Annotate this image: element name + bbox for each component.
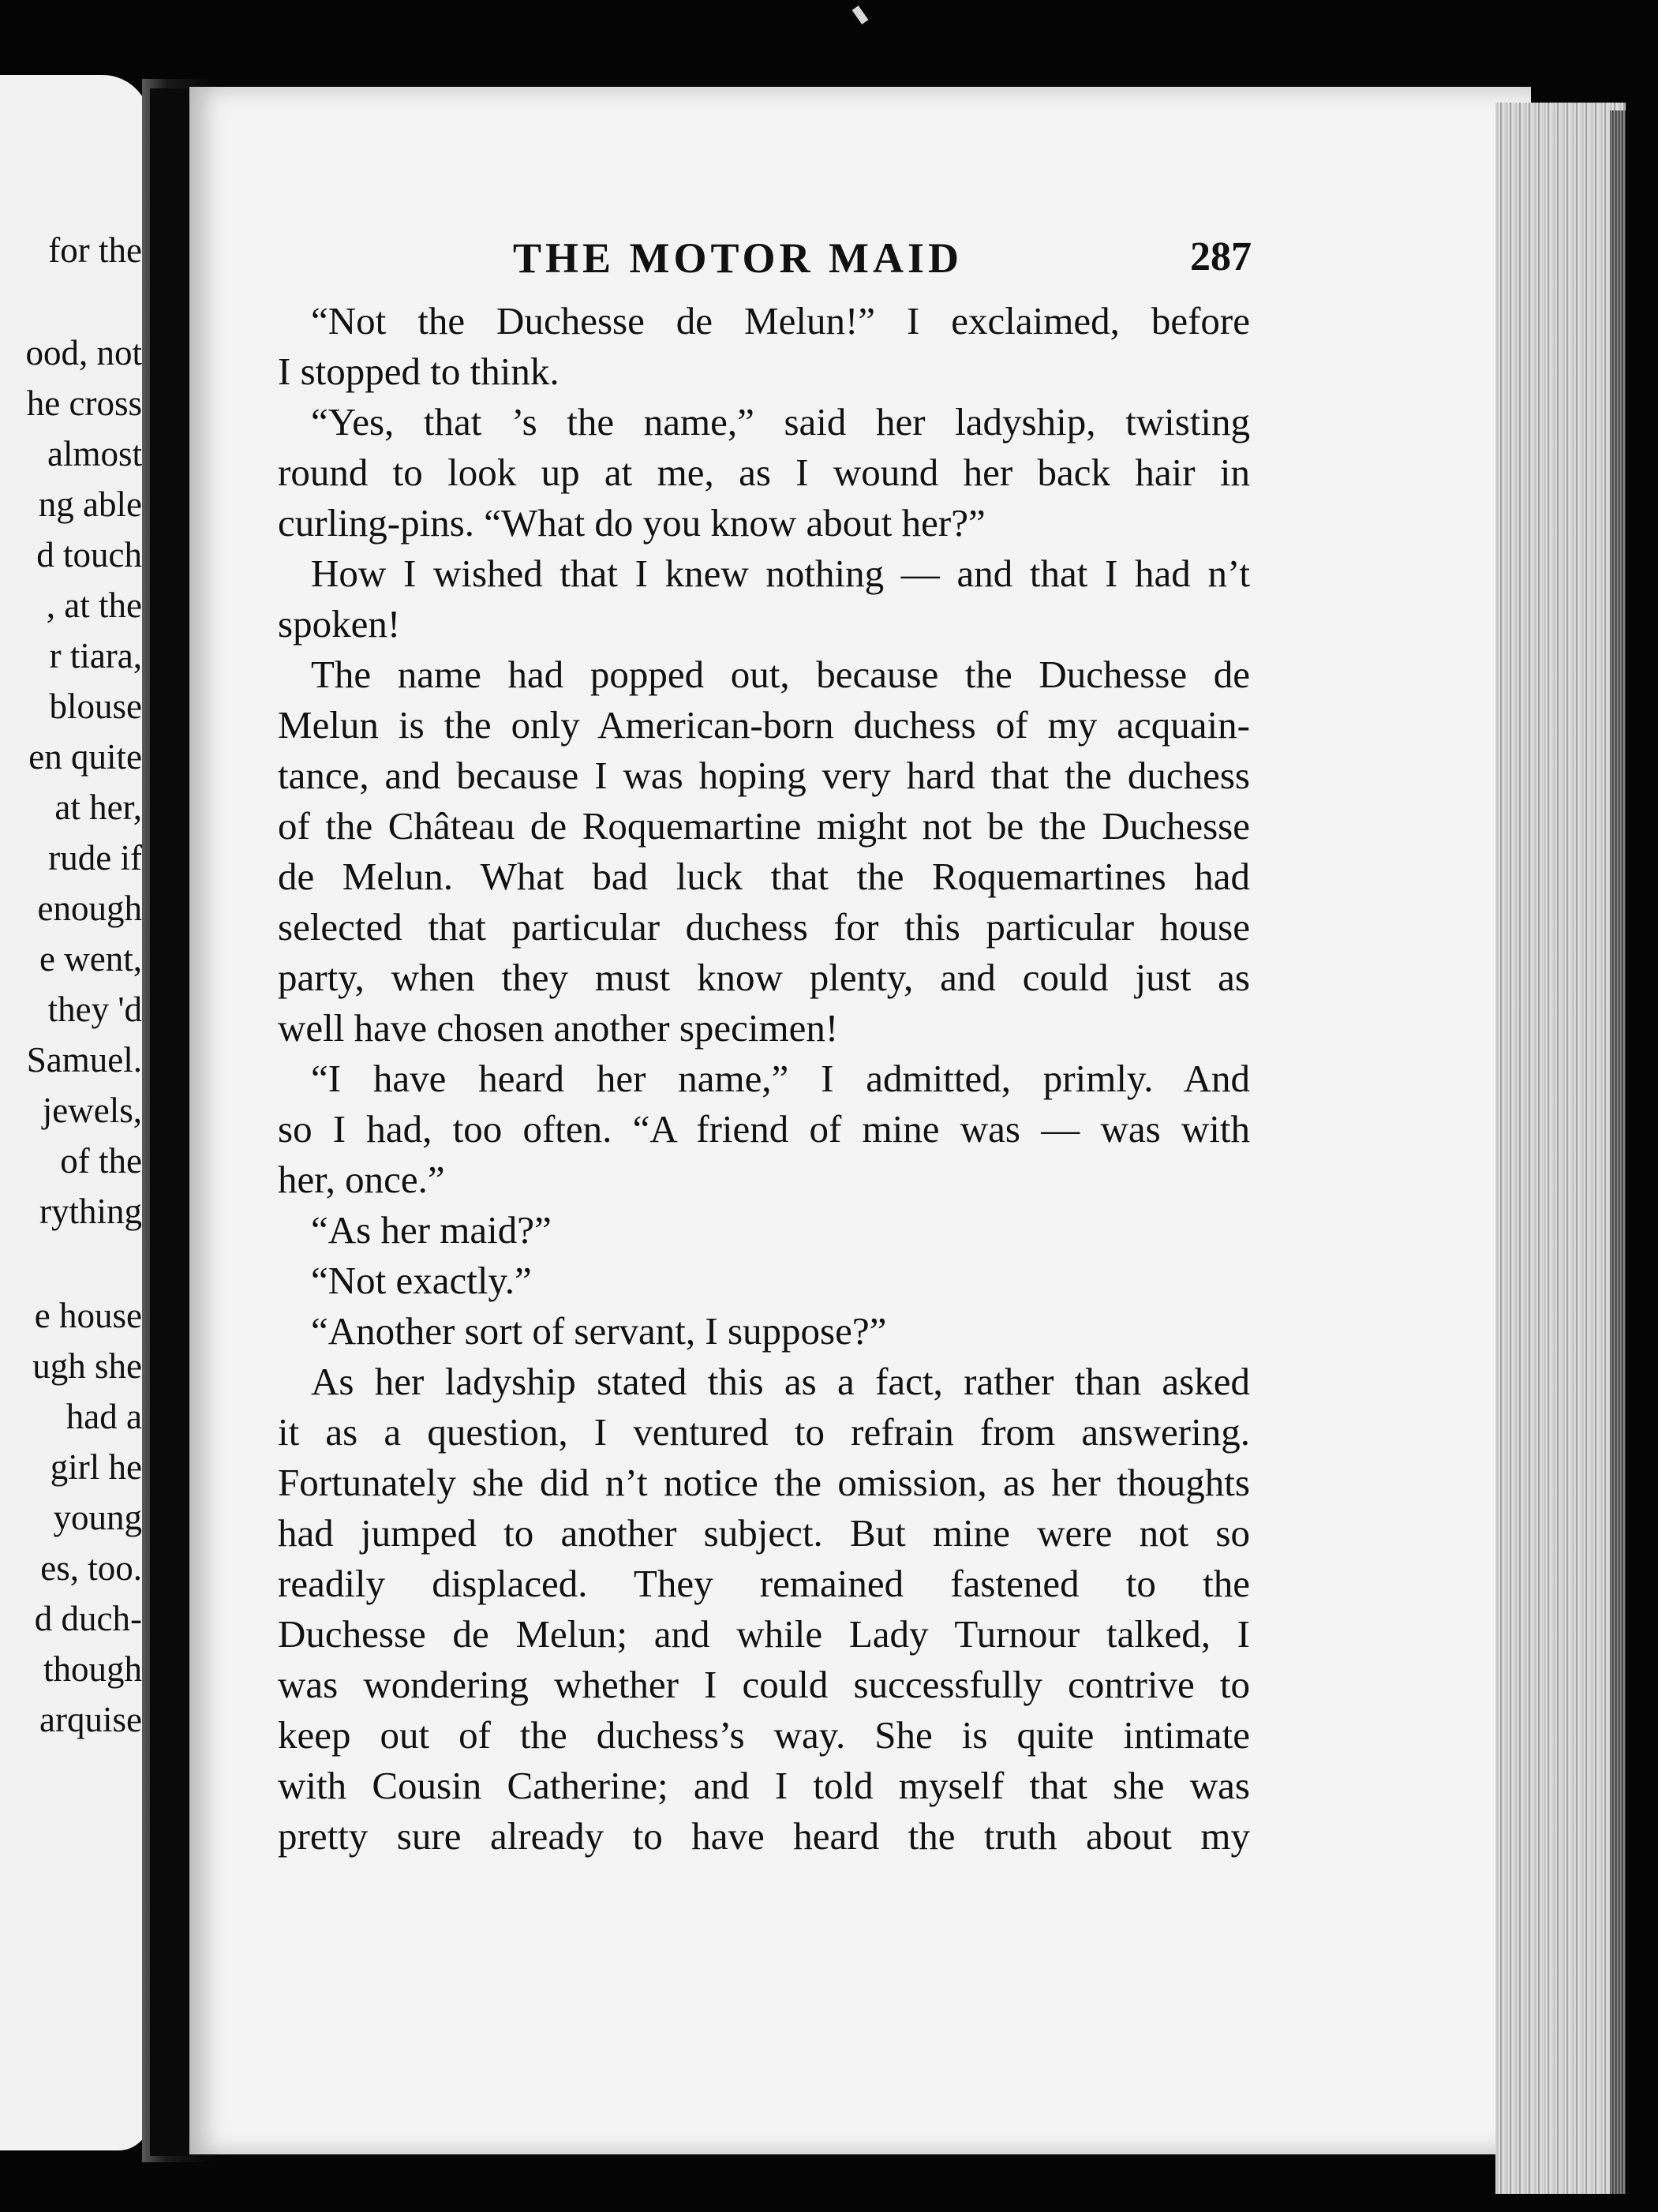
text-line: pretty sure already to have heard the truth about my [278,1814,1250,1858]
left-page-line: he cross [26,384,142,423]
text-line: tance, and because I was hoping very hard that the duchess [278,754,1250,797]
left-page-line: ood, not [25,333,142,372]
left-page-line: ng able [38,485,142,524]
text-line: Fortunately she did n’t notice the omission, as her thoughts [278,1461,1250,1504]
left-page-line: arquise [39,1700,142,1739]
text-line: “Not exactly.” [311,1259,532,1302]
page-edges [1495,103,1626,2194]
text-line: Melun is the only American-born duchess of my acquain- [278,703,1250,747]
left-page-line: d touch [36,535,142,575]
text-line: keep out of the duchess’s way. She is quite intimate [278,1713,1250,1757]
text-line: Duchesse de Melun; and while Lady Turnour talked, I [278,1612,1250,1656]
text-line: How I wished that I knew nothing — and that I had n’t [311,552,1250,595]
left-page-line: rything [39,1192,142,1231]
text-line: selected that particular duchess for this particular house [278,905,1250,949]
text-line: The name had popped out, because the Duchesse de [311,653,1250,696]
text-line: her, once.” [278,1158,445,1201]
scan-mark [852,6,869,24]
left-page-line: at her, [54,788,142,827]
text-line: “I have heard her name,” I admitted, primly. And [311,1057,1250,1100]
text-line: “Not the Duchesse de Melun!” I exclaimed, before [311,299,1250,342]
text-line: “As her maid?” [311,1208,552,1252]
text-line: so I had, too often. “A friend of mine was — was with [278,1107,1250,1151]
left-page-line: rude if [48,838,142,878]
left-page-line: , at the [46,586,142,625]
left-page-line: though [43,1649,142,1689]
left-page-line: e house [34,1296,142,1335]
text-line: As her ladyship stated this as a fact, rather than asked [311,1360,1250,1403]
left-page-line: had a [65,1397,142,1436]
left-page-line: they 'd [47,990,142,1029]
text-line: I stopped to think. [278,350,560,393]
left-page-line: for the [48,230,142,270]
left-page-line: almost [47,434,142,473]
left-page-line: d duch- [34,1599,142,1638]
left-page [0,75,150,2150]
left-page-line: Samuel. [26,1040,142,1080]
left-page-line: ugh she [32,1346,142,1386]
text-line: de Melun. What bad luck that the Roquemartines had [278,855,1250,898]
left-page-line: enough [37,889,142,928]
text-line: well have chosen another specimen! [278,1006,839,1050]
page-number: 287 [1190,234,1252,279]
text-line: of the Château de Roquemartine might not be the Duchesse [278,804,1250,848]
text-line: party, when they must know plenty, and could just as [278,956,1250,999]
text-line: with Cousin Catherine; and I told myself that she was [278,1764,1250,1807]
left-page-line: young [53,1498,142,1537]
left-page-line: blouse [49,687,142,726]
left-page-line: e went, [39,939,142,979]
left-page-line: of the [60,1141,142,1181]
text-line: it as a question, I ventured to refrain from answering. [278,1410,1250,1454]
text-line: curling-pins. “What do you know about her?” [278,501,986,545]
text-line: had jumped to another subject. But mine were not so [278,1511,1250,1555]
left-page-line: r tiara, [49,636,142,676]
left-page-line: jewels, [42,1091,142,1130]
text-line: “Yes, that ’s the name,” said her ladyship, twisting [311,400,1250,444]
text-line: readily displaced. They remained fastened to the [278,1562,1250,1605]
text-line: spoken! [278,602,401,646]
running-head: THE MOTOR MAID [513,234,964,282]
left-page-line: en quite [28,737,142,777]
page-edges-dark [1610,110,1626,2194]
left-page-line: es, too. [40,1548,142,1588]
left-page-line: girl he [50,1447,142,1487]
text-line: “Another sort of servant, I suppose?” [311,1309,887,1353]
text-line: round to look up at me, as I wound her back hair in [278,451,1250,494]
text-line: was wondering whether I could successfully contrive to [278,1663,1250,1706]
